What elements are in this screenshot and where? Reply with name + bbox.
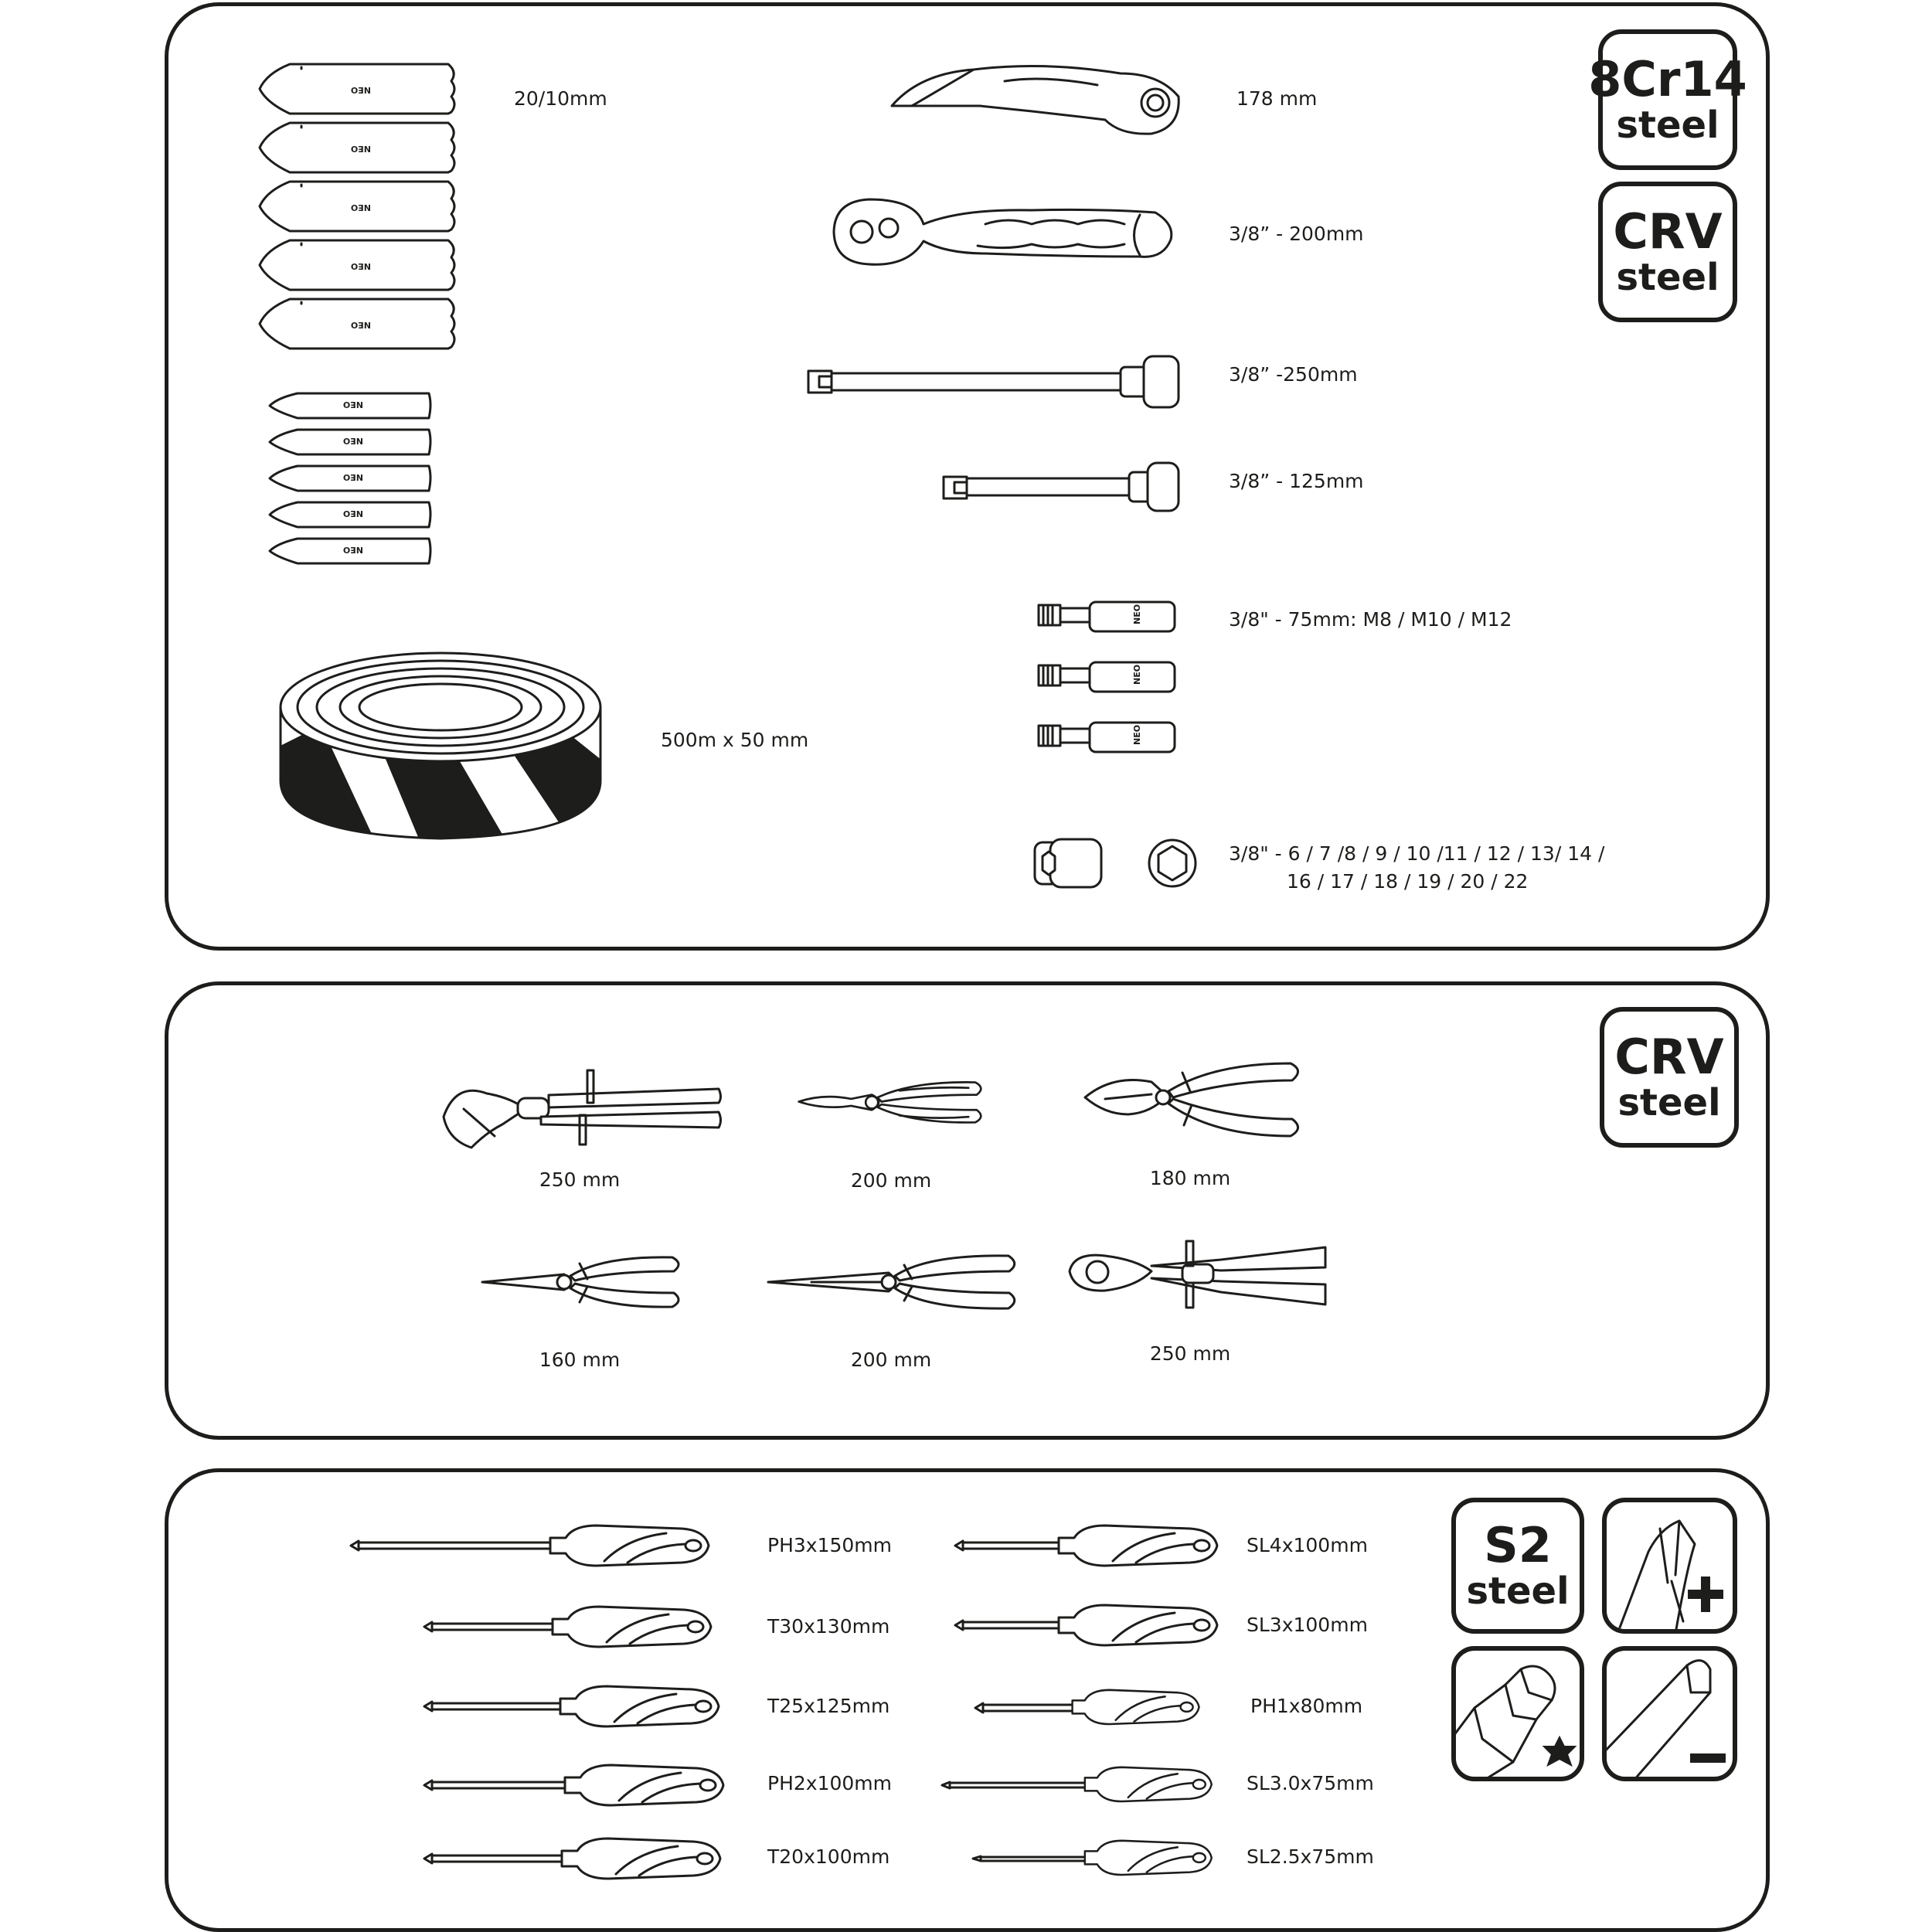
label-sd-left-2: T30x130mm bbox=[767, 1615, 890, 1638]
barrier-tape-roll bbox=[274, 634, 607, 842]
insulating-covers-large bbox=[255, 58, 464, 367]
label-sd-left-4: PH2x100mm bbox=[767, 1772, 892, 1794]
phillips-plus-icon bbox=[1602, 1498, 1737, 1634]
label-sd-right-4: SL3.0x75mm bbox=[1247, 1772, 1374, 1794]
label-sd-left-1: PH3x150mm bbox=[767, 1534, 892, 1556]
cable-knife bbox=[889, 58, 1182, 143]
screwdriver-t30x130 bbox=[421, 1604, 715, 1650]
screwdriver-ph2x100 bbox=[421, 1762, 715, 1808]
label-ratchet: 3/8” - 200mm bbox=[1229, 223, 1364, 245]
label-bits: 3/8" - 75mm: M8 / M10 / M12 bbox=[1229, 608, 1512, 631]
screwdriver-sl4x100 bbox=[952, 1522, 1207, 1569]
label-covers: 20/10mm bbox=[514, 87, 607, 110]
panel-pliers bbox=[165, 981, 1770, 1440]
badge-crv-steel-top: CRV steel bbox=[1598, 182, 1737, 322]
label-plier-1: 250 mm bbox=[539, 1168, 621, 1191]
screwdriver-sl3x75 bbox=[939, 1762, 1206, 1808]
label-knife: 178 mm bbox=[1236, 87, 1318, 110]
screwdriver-sl2-5x75 bbox=[970, 1835, 1206, 1882]
bit-sockets bbox=[1036, 599, 1182, 765]
label-ext250: 3/8” -250mm bbox=[1229, 363, 1358, 386]
label-sd-right-2: SL3x100mm bbox=[1247, 1614, 1368, 1636]
label-sd-right-1: SL4x100mm bbox=[1247, 1534, 1368, 1556]
screwdriver-ph3x150 bbox=[348, 1522, 715, 1569]
badge-crv-steel-pliers: CRV steel bbox=[1600, 1007, 1739, 1148]
label-sockets-line1: 3/8" - 6 / 7 /8 / 9 / 10 /11 / 12 / 13/ 14 / bbox=[1229, 842, 1605, 865]
ratchet-handle bbox=[831, 193, 1179, 270]
label-sd-left-3: T25x125mm bbox=[767, 1695, 890, 1717]
label-tape: 500m x 50 mm bbox=[661, 729, 809, 751]
label-sd-right-5: SL2.5x75mm bbox=[1247, 1845, 1374, 1868]
screwdriver-ph1x80 bbox=[972, 1685, 1204, 1731]
label-plier-3: 180 mm bbox=[1149, 1167, 1231, 1189]
svg-text:NEO: NEO bbox=[342, 400, 363, 410]
plier-water-pump bbox=[440, 1063, 726, 1155]
label-sockets-line2: 16 / 17 / 18 / 19 / 20 / 22 bbox=[1287, 870, 1529, 893]
svg-text:NEO: NEO bbox=[350, 85, 371, 95]
extension-bar-250 bbox=[804, 352, 1182, 413]
label-sd-right-3: PH1x80mm bbox=[1250, 1695, 1363, 1717]
label-plier-6: 250 mm bbox=[1149, 1342, 1231, 1365]
plier-cable-cutter bbox=[1066, 1236, 1329, 1314]
torx-star-icon bbox=[1451, 1646, 1584, 1781]
plier-combination bbox=[796, 1070, 989, 1140]
label-ext125: 3/8” - 125mm bbox=[1229, 470, 1364, 492]
extension-bar-125 bbox=[939, 460, 1182, 514]
badge-8cr14-steel: 8Cr14 steel bbox=[1598, 29, 1737, 170]
label-plier-4: 160 mm bbox=[539, 1349, 621, 1371]
plier-long-nose bbox=[765, 1248, 1020, 1318]
label-plier-2: 200 mm bbox=[850, 1169, 932, 1192]
screwdriver-sl3x100 bbox=[952, 1602, 1207, 1648]
badge-s2-steel: S2 steel bbox=[1451, 1498, 1584, 1634]
insulating-covers-small bbox=[267, 390, 437, 576]
screwdriver-t25x125 bbox=[421, 1683, 715, 1730]
screwdriver-t20x100 bbox=[421, 1835, 715, 1882]
plier-diagonal-cutter bbox=[1082, 1059, 1306, 1144]
label-sd-left-5: T20x100mm bbox=[767, 1845, 890, 1868]
svg-text:NEO: NEO bbox=[1132, 604, 1142, 624]
label-plier-5: 200 mm bbox=[850, 1349, 932, 1371]
sockets bbox=[1032, 835, 1198, 893]
slotted-minus-icon bbox=[1602, 1646, 1737, 1781]
plier-long-nose-short bbox=[479, 1248, 688, 1318]
